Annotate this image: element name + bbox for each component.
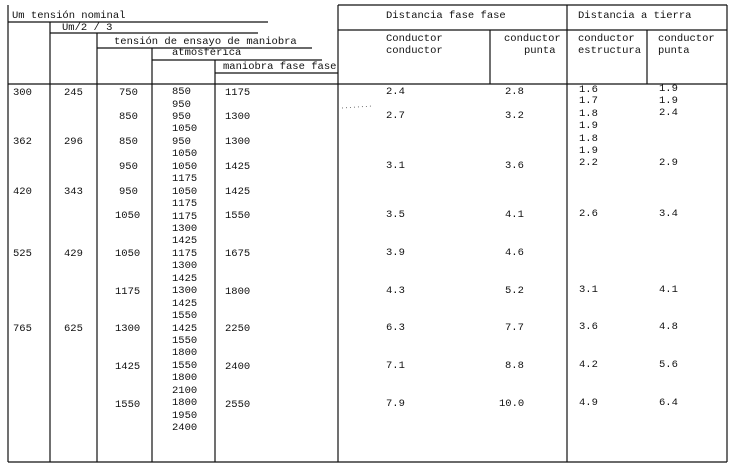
atm-value: 850 <box>172 86 191 98</box>
cc-value: 3.5 <box>386 209 405 221</box>
cp-value: 10.0 <box>499 398 525 410</box>
cc-value: 4.3 <box>386 285 405 297</box>
atm-value: 1550 <box>172 310 198 323</box>
um-value: 420 <box>13 186 32 198</box>
cp-value: 3.2 <box>505 110 524 122</box>
header-ce-line1: conductor <box>578 33 635 45</box>
um-value: 765 <box>13 323 32 335</box>
atm-value: 1800 <box>172 372 198 385</box>
atm-value: 1300 <box>172 222 198 235</box>
ensayo-value: 850 <box>119 111 138 123</box>
ce-value: 1.9 <box>579 145 598 157</box>
ce-value: 1.7 <box>579 95 598 107</box>
header-cpt-line2: punta <box>658 45 690 57</box>
mff-value: 1300 <box>225 111 251 123</box>
header-atmosferica: atmosférica <box>172 47 242 59</box>
atm-value: 1175 <box>172 247 198 260</box>
ce-value: 3.1 <box>579 284 598 296</box>
header-ce-line2: estructura <box>578 45 642 57</box>
cp-value: 4.6 <box>505 247 524 259</box>
atm-value: 2400 <box>172 422 198 435</box>
atm-value: 1550 <box>172 359 198 372</box>
atm-value: 1950 <box>172 409 198 422</box>
header-cpt-line1: conductor <box>658 33 715 45</box>
atm-value: 1550 <box>172 335 198 347</box>
atm-value: 1425 <box>172 272 198 285</box>
ensayo-value: 1425 <box>115 361 141 373</box>
header-tension-ensayo: tensión de ensayo de maniobra <box>114 36 297 48</box>
header-um-nominal: Um tensión nominal <box>12 10 126 22</box>
header-cc-line2: conductor <box>386 45 443 57</box>
cpt-value: 4.1 <box>659 284 678 296</box>
ce-value: 4.2 <box>579 359 598 371</box>
atm-value: 1050 <box>172 185 198 198</box>
atm-value: 1050 <box>172 123 198 136</box>
atm-value: 950 <box>172 135 191 148</box>
mff-value: 1550 <box>225 210 251 222</box>
cc-value: 7.1 <box>386 360 405 372</box>
cp-value: 7.7 <box>505 322 524 334</box>
header-distancia-tierra: Distancia a tierra <box>578 10 692 22</box>
atm-value: 950 <box>172 98 191 111</box>
ensayo-value: 1175 <box>115 286 141 298</box>
um3-value: 296 <box>64 136 83 148</box>
atm-value: 1300 <box>172 285 198 298</box>
um3-value: 245 <box>64 87 83 99</box>
um-value: 525 <box>13 248 32 260</box>
header-cc-line1: Conductor <box>386 33 443 45</box>
cc-value: 3.9 <box>386 247 405 259</box>
cpt-value: 6.4 <box>659 397 678 409</box>
atm-value: 1425 <box>172 297 198 310</box>
header-cp-line2: punta <box>524 45 556 57</box>
cc-value: 7.9 <box>386 398 405 410</box>
header-cp-line1: conductor <box>504 33 561 45</box>
ensayo-value: 1050 <box>115 210 141 222</box>
cpt-value: 2.9 <box>659 157 678 169</box>
atm-value: 1175 <box>172 210 198 223</box>
mff-value: 1425 <box>225 161 251 173</box>
mff-value: 2400 <box>225 361 251 373</box>
mff-value: 1300 <box>225 136 251 148</box>
ensayo-value: 950 <box>119 161 138 173</box>
um-value: 300 <box>13 87 32 99</box>
cc-value: 6.3 <box>386 322 405 334</box>
ce-value: 1.8 <box>579 133 598 145</box>
atm-value: 1800 <box>172 397 198 410</box>
ensayo-value: 950 <box>119 186 138 198</box>
ce-value: 4.9 <box>579 397 598 409</box>
cpt-value: 2.4 <box>659 107 678 119</box>
atm-value: 1425 <box>172 235 198 248</box>
mff-value: 2550 <box>225 399 251 411</box>
cpt-value: 1.9 <box>659 83 678 95</box>
ce-value: 3.6 <box>579 321 598 333</box>
mff-value: 1425 <box>225 186 251 198</box>
cp-value: 4.1 <box>505 209 524 221</box>
cp-value: 3.6 <box>505 160 524 172</box>
ce-value: 1.8 <box>579 108 598 120</box>
cp-value: 2.8 <box>505 86 524 98</box>
atm-value: 1050 <box>172 160 198 173</box>
cp-value: 5.2 <box>505 285 524 297</box>
ce-value: 2.6 <box>579 208 598 220</box>
atm-value: 1300 <box>172 260 198 273</box>
cpt-value: 1.9 <box>659 95 678 107</box>
ensayo-value: 1050 <box>115 248 141 260</box>
atm-value: 2100 <box>172 384 198 397</box>
atm-value: 950 <box>172 110 191 123</box>
um3-value: 625 <box>64 323 83 335</box>
atm-value: 1800 <box>172 347 198 360</box>
ce-value: 1.9 <box>579 120 598 132</box>
mff-value: 1175 <box>225 87 251 99</box>
ensayo-value: 750 <box>119 87 138 99</box>
mff-value: 1675 <box>225 248 251 260</box>
header-maniobra-fase-fase: maniobra fase fase <box>223 61 337 73</box>
ce-value: 2.2 <box>579 157 598 169</box>
um-value: 362 <box>13 136 32 148</box>
ensayo-value: 850 <box>119 136 138 148</box>
mff-value: 2250 <box>225 323 251 335</box>
cpt-value: 3.4 <box>659 208 678 220</box>
cp-value: 8.8 <box>505 360 524 372</box>
ensayo-value: 1550 <box>115 399 141 411</box>
cc-value: 3.1 <box>386 160 405 172</box>
atm-value: 1050 <box>172 148 198 161</box>
cpt-value: 4.8 <box>659 321 678 333</box>
um3-value: 429 <box>64 248 83 260</box>
atm-value: 1425 <box>172 322 198 335</box>
cc-value: 2.7 <box>386 110 405 122</box>
header-um-sqrt3: Um/2 / 3 <box>62 22 113 34</box>
header-distancia-fase-fase: Distancia fase fase <box>386 10 506 22</box>
cc-value: 2.4 <box>386 86 405 98</box>
ensayo-value: 1300 <box>115 323 141 335</box>
mff-value: 1800 <box>225 286 251 298</box>
um3-value: 343 <box>64 186 83 198</box>
cpt-value: 5.6 <box>659 359 678 371</box>
atm-value: 1175 <box>172 173 198 186</box>
ce-value: 1.6 <box>579 84 598 96</box>
atm-value: 1175 <box>172 198 198 211</box>
